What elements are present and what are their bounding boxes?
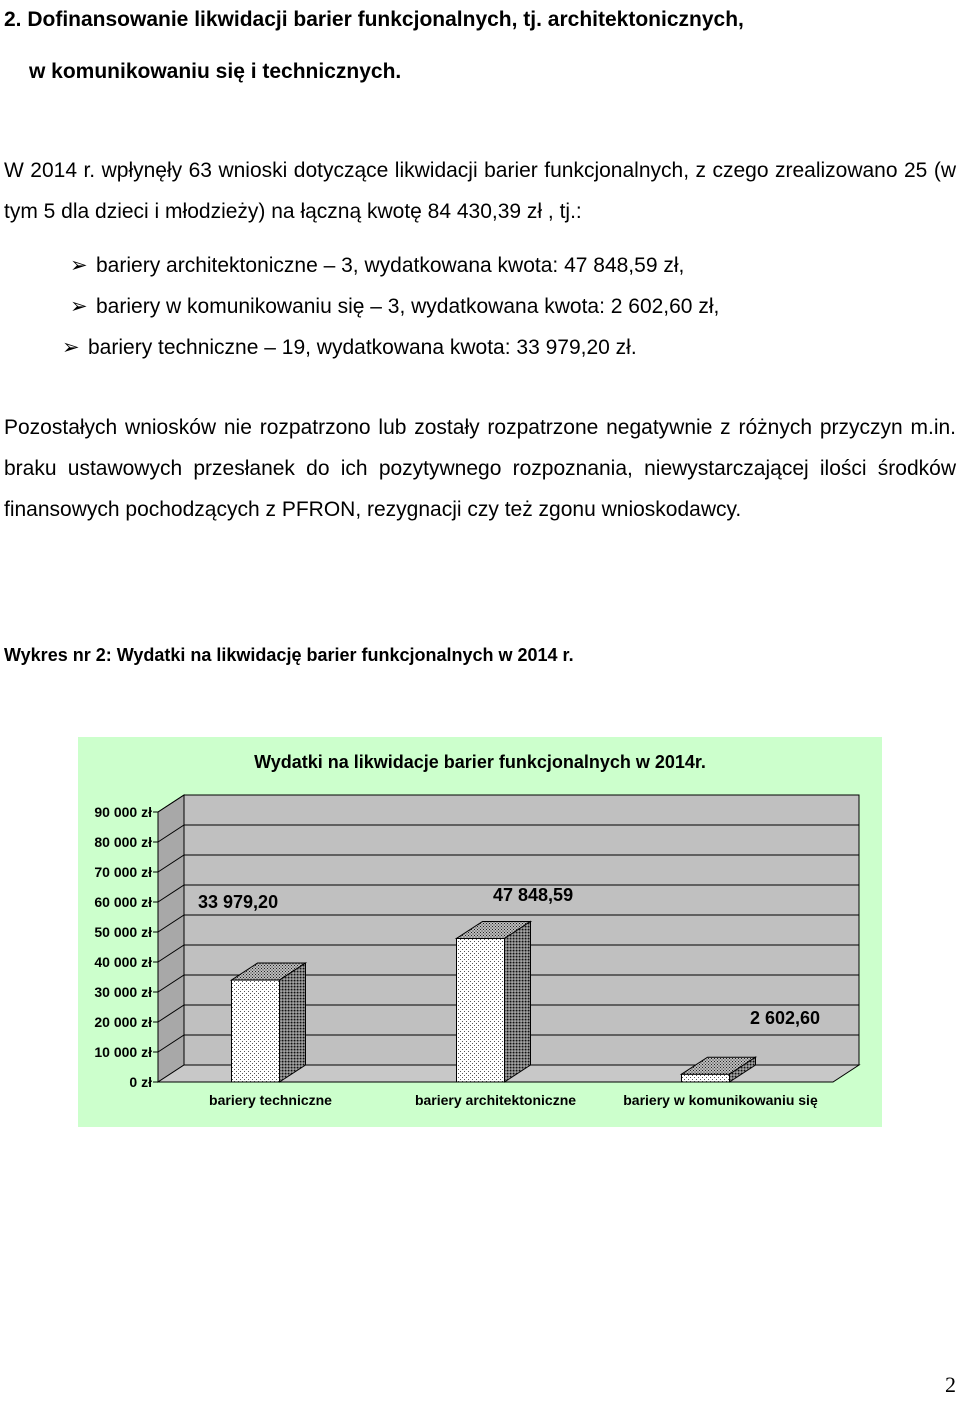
bar-chart bbox=[78, 737, 882, 1127]
bullet-text: bariery w komunikowaniu się – 3, wydatkowana kwota: 2 602,60 zł, bbox=[96, 295, 720, 318]
chart-area bbox=[78, 737, 882, 1127]
bullet-item-communication bbox=[70, 287, 719, 327]
bullet-text: bariery techniczne – 19, wydatkowana kwota: 33 979,20 zł. bbox=[88, 336, 637, 359]
bar-side bbox=[280, 963, 306, 1082]
bar-front bbox=[232, 980, 280, 1082]
y-tick-label: 70 000 zł bbox=[94, 864, 152, 880]
data-label: 2 602,60 bbox=[750, 1008, 821, 1028]
bar-front bbox=[682, 1074, 730, 1082]
x-category-label: bariery techniczne bbox=[209, 1092, 332, 1108]
bullet-item-architectural bbox=[70, 246, 684, 286]
y-tick-label: 0 zł bbox=[129, 1074, 152, 1090]
side-wall bbox=[158, 795, 184, 1082]
bullet-item-technical bbox=[62, 328, 637, 368]
bullet-text: bariery architektoniczne – 3, wydatkowana kwota: 47 848,59 zł, bbox=[96, 254, 685, 277]
y-tick-label: 80 000 zł bbox=[94, 834, 152, 850]
chart-caption: Wykres nr 2: Wydatki na likwidację barier funkcjonalnych w 2014 r. bbox=[4, 645, 574, 665]
arrow-bullet-icon: ➢ bbox=[62, 336, 80, 359]
data-label: 47 848,59 bbox=[493, 885, 574, 905]
section-heading bbox=[4, 0, 954, 92]
chart-title: Wydatki na likwidacje barier funkcjonalnych w 2014r. bbox=[254, 752, 706, 772]
page-number: 2 bbox=[945, 1372, 956, 1397]
bar-side bbox=[505, 921, 531, 1082]
y-tick-label: 10 000 zł bbox=[94, 1044, 152, 1060]
arrow-bullet-icon: ➢ bbox=[70, 254, 88, 277]
y-tick-label: 60 000 zł bbox=[94, 894, 152, 910]
y-tick-label: 50 000 zł bbox=[94, 924, 152, 940]
bar-front bbox=[457, 938, 505, 1082]
remaining-applications-paragraph: Pozostałych wniosków nie rozpatrzono lub zostały rozpatrzone negatywnie z różnych przyczyn m.in. braku ustawowych przesłanek do ich pozytywnego rozpoznania, niewystarczającej ilości środków finansowych pochodzących z PFRON, rezygnacji czy też zgonu wnioskodawcy. bbox=[4, 416, 956, 521]
intro-paragraph: W 2014 r. wpłynęły 63 wnioski dotyczące likwidacji barier funkcjonalnych, z czego zrealizowano 25 (w tym 5 dla dzieci i młodzieży) na łączną kwotę 84 430,39 zł , tj.: bbox=[4, 159, 956, 223]
y-tick-label: 40 000 zł bbox=[94, 954, 152, 970]
arrow-bullet-icon: ➢ bbox=[70, 295, 88, 318]
y-tick-label: 30 000 zł bbox=[94, 984, 152, 1000]
section-heading-line-1: 2. Dofinansowanie likwidacji barier funkcjonalnych, tj. architektonicznych, bbox=[4, 8, 744, 31]
y-tick-label: 90 000 zł bbox=[94, 804, 152, 820]
data-label: 33 979,20 bbox=[198, 892, 279, 912]
x-category-label: bariery architektoniczne bbox=[414, 1092, 577, 1108]
section-heading-line-2: w komunikowaniu się i technicznych. bbox=[29, 60, 402, 83]
y-tick-label: 20 000 zł bbox=[94, 1014, 152, 1030]
x-category-label: bariery w komunikowaniu się bbox=[623, 1092, 818, 1108]
